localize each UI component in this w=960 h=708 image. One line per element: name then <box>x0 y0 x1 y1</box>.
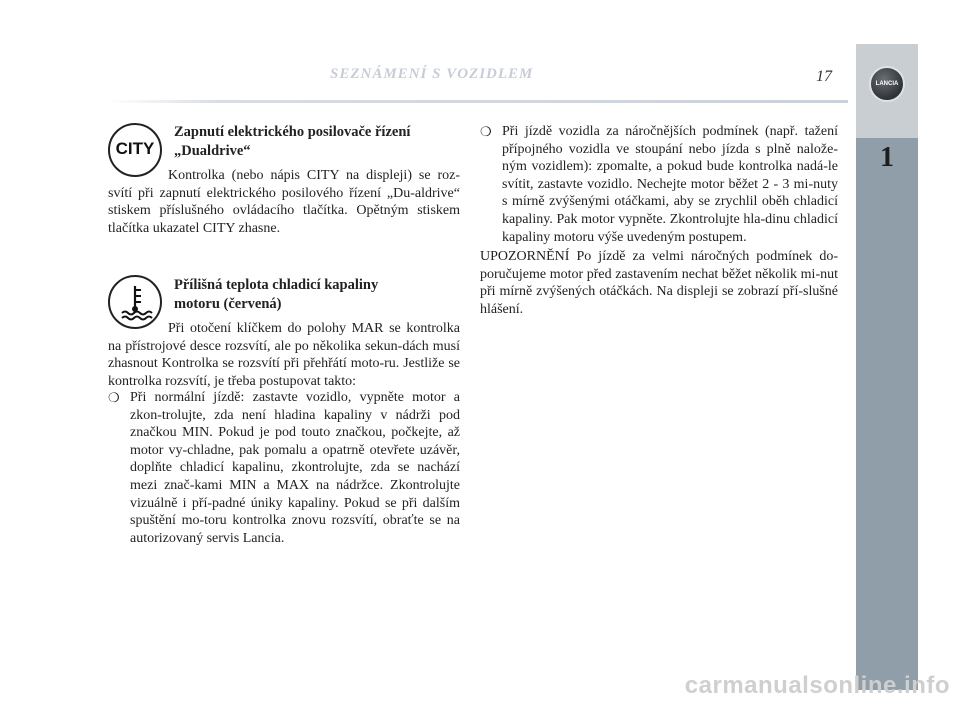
list-item: ❍ Při jízdě vozidla za náročnějších podmínek (např. tažení přípojného vozidla ve stoupání nebo jízda s plně nalože-ným vozidlem): zpomalte, a pokud bude kontrolka nadá-le svítit, zastavte vozidlo. Nechejte motor běžet 2 - 3 mi-nuty s mírně zvýšenými otáčkami, aby se zrychlil oběh chladicí kapaliny. Pak motor vypněte. Zkontrolujte hla-dinu chladicí kapaliny motoru výše uvedeným postupem. <box>480 124 838 245</box>
lancia-logo-icon: LANCIA <box>869 66 905 102</box>
bullet-icon: ❍ <box>108 390 120 405</box>
paragraph-city: Kontrolka (nebo nápis CITY na displeji) se roz-svítí při zapnutí elektrického posilového řízení „Du-aldrive“ stiskem příslušného ovládacího tlačítka. Opětným stiskem tlačítka ukazatel CITY zhasne. <box>108 168 460 236</box>
section-title-coolant: Přílišná teplota chladicí kapaliny motoru (červená) <box>174 277 379 312</box>
sidebar-logo-area <box>856 44 918 138</box>
page-header-title: SEZNÁMENÍ S VOZIDLEM <box>330 66 534 82</box>
warning-paragraph: UPOZORNĚNÍ Po jízdě za velmi náročných podmínek do-poručujeme motor před zastavením nechat běžet několik mi-nut při mírně zvýšených otáčkách. Na displeji se zobrazí pří-slušné hlášení. <box>480 249 838 317</box>
list-item: ❍ Při normální jízdě: zastavte vozidlo, vypněte motor a zkon-trolujte, zda není hladina kapaliny v nádrži pod značkou MIN. Pokud je pod touto značkou, počkejte, až motor vy-chladne, pak pomalu a opatrně otevřete uzávěr, doplňte chladicí kapalinu, zkontrolujte, zda se nachází mezi znač-kami MIN a MAX na nádržce. Zkontrolujte vizuálně i pří-padné úniky kapaliny. Pokud se při dalším spuštění mo-toru kontrolka znovu rozsvítí, obraťte se na autorizovaný servis Lancia. <box>108 390 460 546</box>
chapter-number: 1 <box>880 142 894 173</box>
section-title-city: Zapnutí elektrického posilovače řízení „Dualdrive“ <box>174 124 411 159</box>
bullet-icon: ❍ <box>480 124 492 139</box>
city-icon-label: CITY <box>115 139 155 158</box>
right-bullet-list <box>480 123 838 246</box>
watermark: carmanualsonline.info <box>684 672 950 699</box>
chapter-sidebar <box>856 44 918 690</box>
header-divider <box>108 100 848 103</box>
coolant-bullet-list <box>108 389 460 547</box>
page-number: 17 <box>816 68 832 85</box>
paragraph-coolant: Při otočení klíčkem do polohy MAR se kontrolka na přístrojové desce rozsvítí, ale po několika sekun-dách musí zhasnout Kontrolka se rozsvítí při přehřátí moto-ru. Jestliže se kontrolka rozsvítí, je třeba postupovat takto: <box>108 321 460 389</box>
